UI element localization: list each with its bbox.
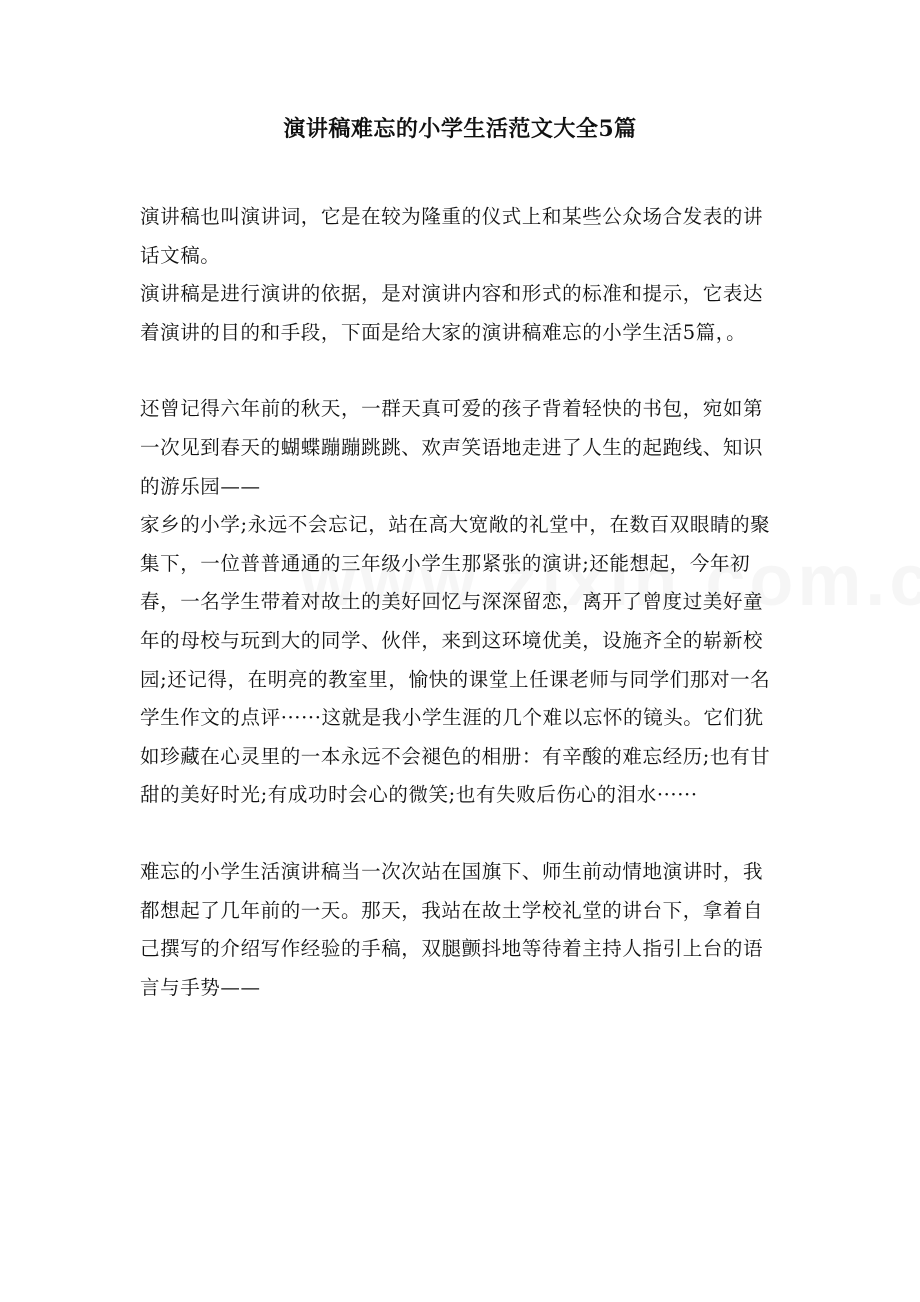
paragraph-intro-1: 演讲稿也叫演讲词，它是在较为隆重的仪式上和某些公众场合发表的讲话文稿。 — [140, 205, 764, 267]
paragraph-speech: 难忘的小学生活演讲稿当一次次站在国旗下、师生前动情地演讲时，我都想起了几年前的一天。那天，我站在故土学校礼堂的讲台下，拿着自己撰写的介绍写作经验的手稿，双腿颤抖地等待着主持人指引上台的语言与手势—— — [140, 859, 764, 999]
paragraph-memory-1: 还曾记得六年前的秋天，一群天真可爱的孩子背着轻快的书包，宛如第一次见到春天的蝴蝶蹦蹦跳跳、欢声笑语地走进了人生的起跑线、知识的游乐园—— — [140, 397, 764, 498]
document-body — [140, 198, 780, 1007]
paragraph-gap — [140, 352, 780, 390]
document-title: 演讲稿难忘的小学生活范文大全5篇 — [283, 116, 637, 142]
paragraph-intro-2: 演讲稿是进行演讲的依据，是对演讲内容和形式的标准和提示，它表达着演讲的目的和手段，下面是给大家的演讲稿难忘的小学生活5篇，。 — [140, 282, 764, 344]
paragraph-memory-2: 家乡的小学;永远不会忘记，站在高大宽敞的礼堂中，在数百双眼睛的聚集下，一位普普通通的三年级小学生那紧张的演讲;还能想起，今年初春，一名学生带着对故土的美好回忆与深深留恋，离开了曾度过美好童年的母校与玩到大的同学、伙伴，来到这环境优美，设施齐全的崭新校园;还记得，在明亮的教室里，愉快的课堂上任课老师与同学们那对一名学生作文的点评······这就是我小学生涯的几个难以忘怀的镜头。它们犹如珍藏在心灵里的一本永远不会褪色的相册：有辛酸的难忘经历;也有甘甜的美好时光;有成功时会心的微笑;也有失败后伤心的泪水······ — [140, 513, 771, 807]
paragraph-gap — [140, 815, 780, 853]
